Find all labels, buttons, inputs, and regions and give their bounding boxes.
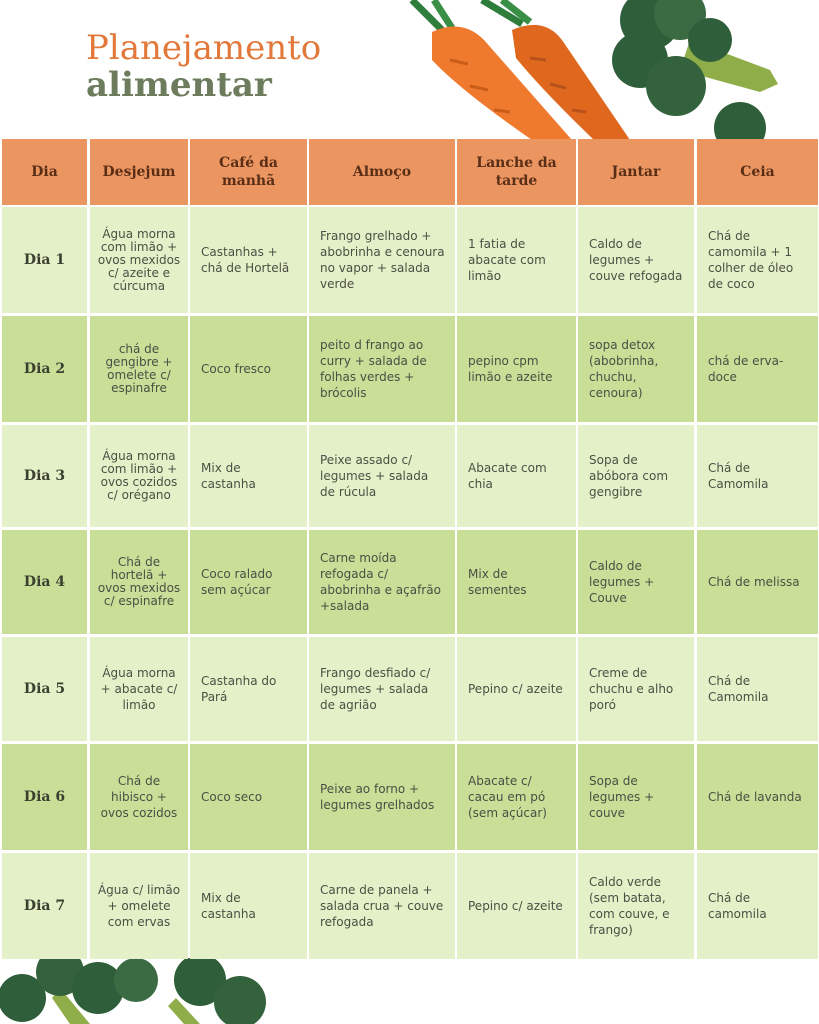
header-desjejum: Desjejum [90, 139, 188, 205]
cafe-cell: Mix de castanha [190, 425, 307, 527]
header-almoco: Almoço [309, 139, 455, 205]
broccoli-illustration-bottom [0, 958, 300, 1024]
day-label: Dia 2 [2, 316, 87, 422]
cafe-cell: Coco seco [190, 744, 307, 850]
desjejum-cell: Água morna + abacate c/ limão [90, 637, 188, 741]
ceia-cell: Chá de Camomila [697, 637, 818, 741]
carrots-illustration [372, 0, 642, 140]
page-title [86, 30, 321, 104]
almoco-cell: Peixe assado c/ legumes + salada de rúcula [309, 425, 455, 527]
cafe-cell: Castanhas + chá de Hortelã [190, 207, 307, 313]
lanche-cell: pepino cpm limão e azeite [457, 316, 576, 422]
day-label: Dia 3 [2, 425, 87, 527]
desjejum-cell: Água morna com limão + ovos cozidos c/ orégano [90, 425, 188, 527]
ceia-cell: Chá de lavanda [697, 744, 818, 850]
almoco-cell: peito d frango ao curry + salada de folhas verdes + brócolis [309, 316, 455, 422]
almoco-cell: Peixe ao forno + legumes grelhados [309, 744, 455, 850]
ceia-cell: chá de erva-doce [697, 316, 818, 422]
almoco-cell: Frango desfiado c/ legumes + salada de agrião [309, 637, 455, 741]
carrot-leaves-icon [412, 0, 530, 30]
day-label: Dia 5 [2, 637, 87, 741]
desjejum-cell: Chá de hibisco + ovos cozidos [90, 744, 188, 850]
jantar-cell: Sopa de abóbora com gengibre [578, 425, 694, 527]
lanche-cell: 1 fatia de abacate com limão [457, 207, 576, 313]
ceia-cell: Chá de melissa [697, 530, 818, 634]
meal-plan-table [0, 139, 819, 959]
lanche-cell: Pepino c/ azeite [457, 637, 576, 741]
almoco-cell: Carne de panela + salada crua + couve refogada [309, 853, 455, 959]
header-lanche-da-tarde: Lanche da tarde [457, 139, 576, 205]
cafe-cell: Coco fresco [190, 316, 307, 422]
header-ceia: Ceia [697, 139, 818, 205]
ceia-cell: Chá de Camomila [697, 425, 818, 527]
header-cafe-da-manha: Café da manhã [190, 139, 307, 205]
desjejum-cell: Chá de hortelã + ovos mexidos c/ espinafre [90, 530, 188, 634]
day-label: Dia 1 [2, 207, 87, 313]
ceia-cell: Chá de camomila + 1 colher de óleo de coco [697, 207, 818, 313]
jantar-cell: Creme de chuchu e alho poró [578, 637, 694, 741]
almoco-cell: Carne moída refogada c/ abobrinha e açafrão +salada [309, 530, 455, 634]
jantar-cell: Caldo de legumes + Couve [578, 530, 694, 634]
cafe-cell: Coco ralado sem açúcar [190, 530, 307, 634]
lanche-cell: Abacate c/ cacau em pó (sem açúcar) [457, 744, 576, 850]
desjejum-cell: chá de gengibre + omelete c/ espinafre [90, 316, 188, 422]
lanche-cell: Pepino c/ azeite [457, 853, 576, 959]
jantar-cell: Caldo verde (sem batata, com couve, e frango) [578, 853, 694, 959]
header-dia: Dia [2, 139, 87, 205]
title-line-2: alimentar [86, 65, 272, 105]
cafe-cell: Castanha do Pará [190, 637, 307, 741]
header-jantar: Jantar [578, 139, 694, 205]
ceia-cell: Chá de camomila [697, 853, 818, 959]
day-label: Dia 4 [2, 530, 87, 634]
jantar-cell: sopa detox (abobrinha, chuchu, cenoura) [578, 316, 694, 422]
lanche-cell: Abacate com chia [457, 425, 576, 527]
almoco-cell: Frango grelhado + abobrinha e cenoura no vapor + salada verde [309, 207, 455, 313]
cafe-cell: Mix de castanha [190, 853, 307, 959]
lanche-cell: Mix de sementes [457, 530, 576, 634]
desjejum-cell: Água c/ limão + omelete com ervas [90, 853, 188, 959]
jantar-cell: Sopa de legumes + couve [578, 744, 694, 850]
jantar-cell: Caldo de legumes + couve refogada [578, 207, 694, 313]
day-label: Dia 7 [2, 853, 87, 959]
day-label: Dia 6 [2, 744, 87, 850]
title-line-1: Planejamento [86, 28, 322, 68]
broccoli-illustration-top [610, 0, 819, 140]
desjejum-cell: Água morna com limão + ovos mexidos c/ azeite e cúrcuma [90, 207, 188, 313]
